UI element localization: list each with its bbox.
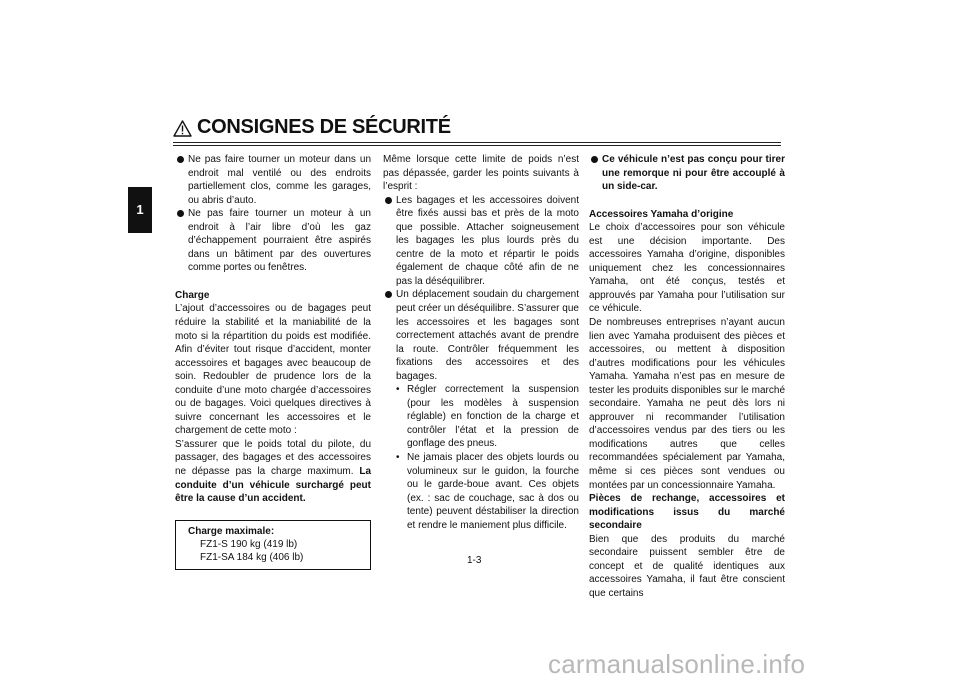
accessories-paragraph-1: Le choix d’accessoires pour son véhicule est une décision importante. Des accessoires Yamaha d’origine, disponibles uniquement chez les concessionnaires Yamaha, ont été conçus, testés et approuvés par Yamaha pour l’utilisation sur ce véhicule. — [589, 222, 785, 315]
spec-label: Charge maximale: — [188, 525, 275, 537]
bullet-luggage-low: Les bagages et les accessoires doivent être fixés aussi bas et près de la moto que possible. Attacher soigneusement les bagages les plus lourds près du centre de la moto et répartir le poids également de chaque côté afin de ne pas la déséquilibrer. — [383, 194, 579, 289]
charge-warning-bold: La conduite d’un véhicule surchargé peut être la cause d’un accident. — [175, 466, 372, 505]
charge-paragraph-1: L’ajout d’accessoires ou de bagages peut réduire la stabilité et la maniabilité de la moto si la répartition du poids est modifiée. Afin d’éviter tout risque d’accident, monter accessoires et bagages avec beaucoup de soin. Redoubler de prudence lors de la conduite d’une moto chargée d’accessoires ou de bagages. Voici quelques directives à suivre concernant les accessoires et le chargement de cette moto : — [175, 303, 371, 437]
charge-paragraph-2 — [175, 438, 371, 506]
accessories-paragraph-2: De nombreuses entreprises n’ayant aucun lien avec Yamaha produisent des pièces et accessoires, ou mettent à disposition d’autres modifications pour les véhicules Yamaha. Yamaha n’est pas en mesure de tester les produits disponibles sur le marché secondaire. Yamaha ne peut dès lors ni approuver ni recommander l’utilisation d’accessoires vendus par des tiers ou les modifications autres que celles recommandées spécialement par Yamaha, même si ces pièces sont vendues ou montées par un concessionnaire Yamaha. — [589, 317, 785, 491]
spec-value-fz1-s: FZ1-S 190 kg (419 lb) — [200, 538, 298, 550]
column-3 — [589, 153, 785, 601]
header-rule-top — [173, 142, 781, 143]
section-heading-accessories: Accessoires Yamaha d’origine — [589, 208, 734, 220]
bullet-ventilation: Ne pas faire tourner un moteur dans un endroit mal ventilé ou des endroits partiellement clos, comme les garages, ou abris d’auto. — [175, 153, 371, 207]
spec-box-max-load — [175, 520, 371, 570]
column-1 — [175, 153, 371, 570]
page-number: 1-3 — [467, 555, 482, 566]
chapter-tab: 1 — [128, 187, 152, 233]
aftermarket-paragraph-1: Bien que des produits du marché secondaire puissent sembler être de concept et de qualité identiques aux accessoires Yamaha, il faut être conscient que certains — [589, 533, 785, 599]
column-2 — [383, 153, 579, 532]
section-heading-aftermarket: Pièces de rechange, accessoires et modifications issus du marché secondaire — [589, 493, 785, 532]
sub-bullet-heavy-objects: • Ne jamais placer des objets lourds ou volumineux sur le guidon, la fourche ou le garde-boue avant. Ces objets (ex. : sac de couchage, sac à dos ou tente) peuvent déstabiliser la direction et rendre le maniement plus difficile. — [383, 451, 579, 532]
load-intro: Même lorsque cette limite de poids n’est pas dépassée, garder les points suivants à l’esprit : — [383, 154, 579, 193]
page-title: CONSIGNES DE SÉCURITÉ — [197, 116, 451, 138]
spec-value-fz1-sa: FZ1-SA 184 kg (406 lb) — [200, 551, 304, 563]
header-rule-bottom — [173, 145, 781, 146]
page-header — [173, 116, 781, 142]
charge-paragraph-2-text: S’assurer que le poids total du pilote, du passager, des bagages et des accessoires ne dépasse pas la charge maximum. — [175, 438, 371, 478]
sub-bullet-suspension: • Régler correctement la suspension (pour les modèles à suspension réglable) en fonction de la charge et contrôler l’état et la pression de gonflage des pneus. — [383, 383, 579, 451]
section-heading-charge: Charge — [175, 289, 210, 301]
bullet-no-trailer: Ce véhicule n’est pas conçu pour tirer une remorque ni pour être accouplé à un side-car. — [589, 153, 785, 194]
bullet-load-shift: Un déplacement soudain du chargement peut créer un déséquilibre. S’assurer que les accessoires et les bagages sont correctement attachés avant de prendre la route. Contrôler fréquemment les fixations des accessoires et des bagages. — [383, 288, 579, 383]
warning-icon — [173, 120, 192, 137]
watermark: carmanualsonline.info — [548, 649, 806, 678]
bullet-exhaust: Ne pas faire tourner un moteur à un endroit à l’air libre d’où les gaz d’échappement pourraient être aspirés dans un bâtiment par des ouvertures comme portes ou fenêtres. — [175, 207, 371, 275]
